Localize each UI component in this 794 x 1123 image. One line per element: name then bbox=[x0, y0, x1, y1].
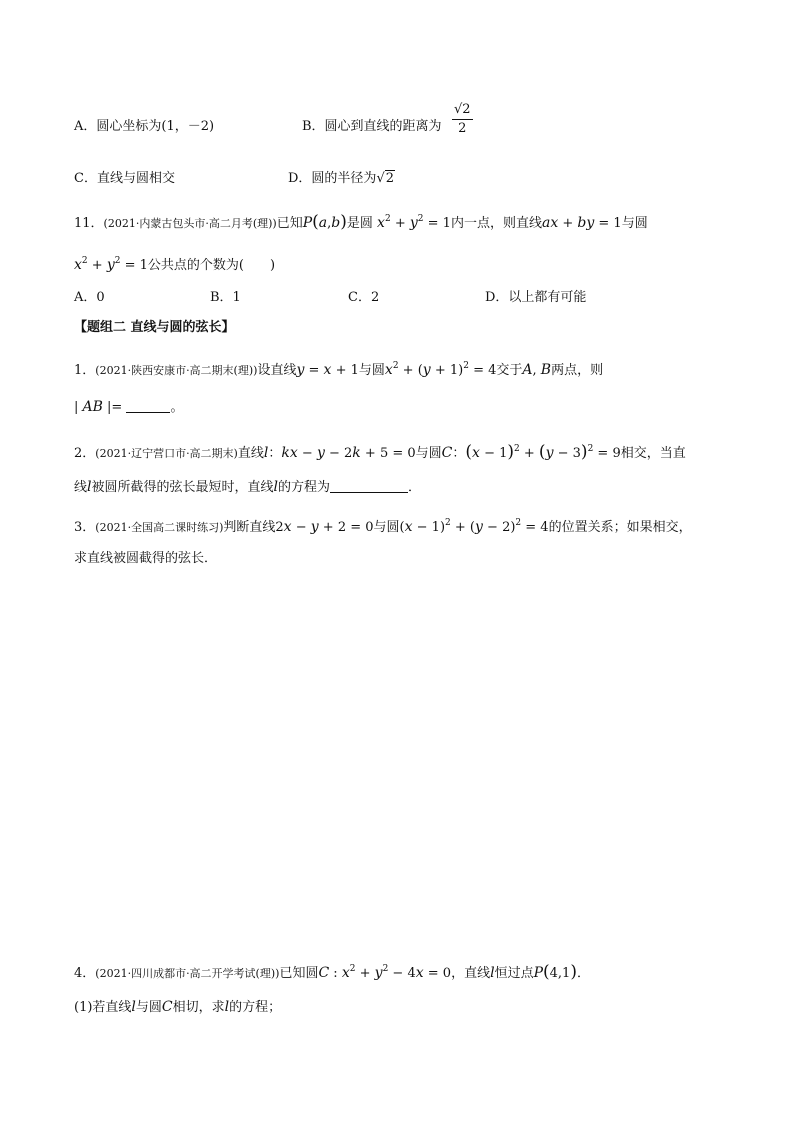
q11-option-a: A．0 bbox=[74, 290, 105, 305]
section-title: 【题组二 直线与圆的弦长】 bbox=[74, 320, 235, 335]
q10-option-b-fraction: $\frac{√2}{2}$ bbox=[454, 102, 471, 136]
q10-option-b: B．圆心到直线的距离为 bbox=[302, 119, 442, 134]
q10-option-c: C．直线与圆相交 bbox=[74, 171, 175, 186]
q11-line2: $x^2 + y^2 = 1$公共点的个数为( ) bbox=[74, 256, 276, 273]
q2-line1: 2．(2021·辽宁营口市·高二期末)直线l：kx − y − 2k + 5 = 0与圆C：$(x - 1)^2 + (y - 3)^2 = 9$相交，当直 bbox=[74, 442, 686, 462]
q4-sub1: (1)若直线l与圆C相切，求l的方程； bbox=[74, 999, 282, 1015]
q3-line1: 3．(2021·全国高二课时练习)判断直线2x − y + 2 = 0与圆$(x - 1)^2 + (y - 2)^2 = 4$的位置关系；如果相交， bbox=[74, 518, 692, 535]
q2-line2: 线l被圆所截得的弦长最短时，直线l的方程为 ． bbox=[74, 479, 422, 495]
q4-line1: 4．(2021·四川成都市·高二开学考试(理))已知圆C : $x^2 + y^2 - 4x = 0$，直线l恒过点P(4,1)． bbox=[74, 962, 590, 982]
q1-answer-blank[interactable] bbox=[126, 400, 170, 413]
q11-option-d: D．以上都有可能 bbox=[485, 290, 587, 305]
q11-line1: 11．(2021·内蒙古包头市·高二月考(理))已知P(a,b)是圆 $x^2 + y^2 = 1$内一点，则直线ax + by = 1与圆 bbox=[74, 212, 648, 232]
q2-answer-blank[interactable] bbox=[330, 480, 408, 493]
q3-line2: 求直线被圆截得的弦长． bbox=[74, 551, 218, 566]
q1-line1: 1．(2021·陕西安康市·高二期末(理))设直线y = x + 1与圆$x^2 + (y + 1)^2 = 4$交于A, B两点，则 bbox=[74, 361, 604, 378]
q10-option-d: D．圆的半径为√2 bbox=[288, 171, 395, 186]
q1-line2: | AB |= 。 bbox=[74, 399, 184, 415]
q10-option-a: A．圆心坐标为(1，－2) bbox=[74, 119, 215, 134]
q11-option-b: B．1 bbox=[210, 290, 241, 305]
q11-option-c: C．2 bbox=[348, 290, 380, 305]
